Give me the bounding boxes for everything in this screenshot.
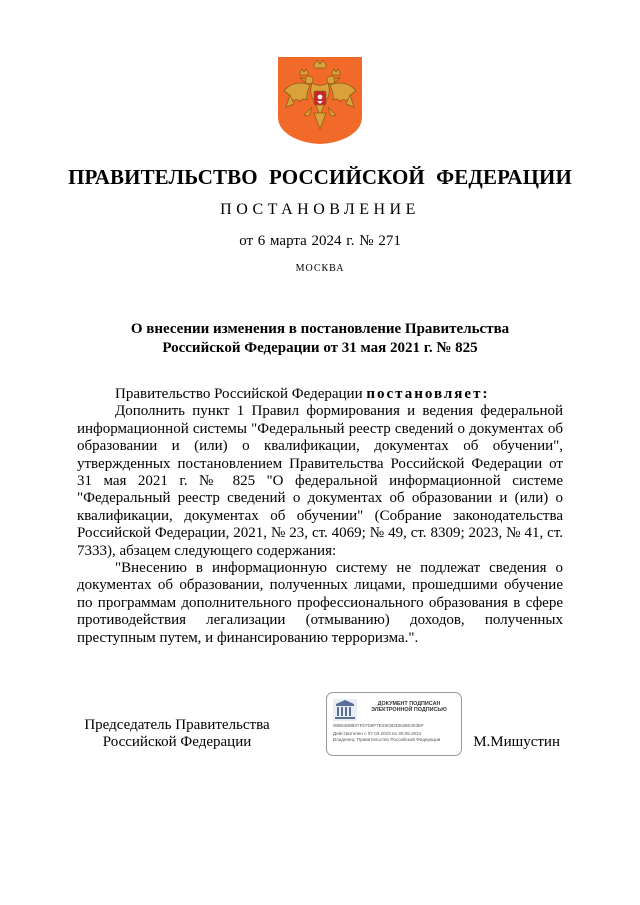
stamp-validity: Действителен с 07.03.2023 по 30.05.2024 [333,731,422,736]
paragraph-preamble [77,386,563,403]
stamp-emblem-icon [333,699,357,721]
resolution-body [77,386,563,647]
stamp-title [357,701,461,713]
document-date-number: от 6 марта 2024 г. № 271 [239,233,401,249]
signatory-position [77,717,277,752]
signatory-position-line-2: Российской Федерации [102,734,252,751]
signatory-name: М.Мишустин [473,734,560,750]
electronic-signature-stamp [326,692,462,756]
document-city: МОСКВА [295,263,345,274]
stamp-title-line-1: ДОКУМЕНТ ПОДПИСАН [377,701,441,707]
signatory-position-line-1: Председатель Правительства [84,717,270,733]
heading-line-2: Российской Федерации от 31 мая 2021 г. № 825 [162,340,478,356]
paragraph-quoted-text: "Внесению в информационную систему не подлежат сведения о документах об образовании, полученных лицами, прошедшими обучение по программам дополнительного профессионального образования в сфере противодействия легализации (отмыванию) доходов, полученных преступным путем, и финансированию терроризма.". [77,560,563,646]
paragraph-amendment: Дополнить пункт 1 Правил формирования и ведения федеральной информационной системы "Федеральный реестр сведений о документах об образовании и (или) о квалификации, документах об обучении", утвержденных постановлением Правительства Российской Федерации от 31 мая 2021 г. № 825 "О федеральной информационной системе "Федеральный реестр сведений о документах об образовании и (или) о квалификации, документах об обучении" (Собрание законодательства Российской Федерации, 2021, № 23, ст. 4069; № 49, ст. 8309; 2023, № 41, ст. 7333), абзацем следующего содержания: [77,403,563,559]
coat-of-arms-emblem-icon [276,55,364,145]
decrees-keyword: постановляет: [366,386,490,402]
heading-line-1: О внесении изменения в постановление Правительства [130,321,510,337]
preamble-text: Правительство Российской Федерации [115,386,367,402]
stamp-title-line-2: ЭЛЕКТРОННОЙ ПОДПИСЬЮ [371,707,447,714]
stamp-certificate-number: 00B5490B07F67D9F7E29CB2D81BE303EF [333,723,424,728]
stamp-owner: Владелец: Правительство Российской Федерации [333,737,441,742]
resolution-heading [80,320,560,358]
document-type: ПОСТАНОВЛЕНИЕ [220,201,420,218]
government-title: ПРАВИТЕЛЬСТВО РОССИЙСКОЙ ФЕДЕРАЦИИ [68,165,572,189]
